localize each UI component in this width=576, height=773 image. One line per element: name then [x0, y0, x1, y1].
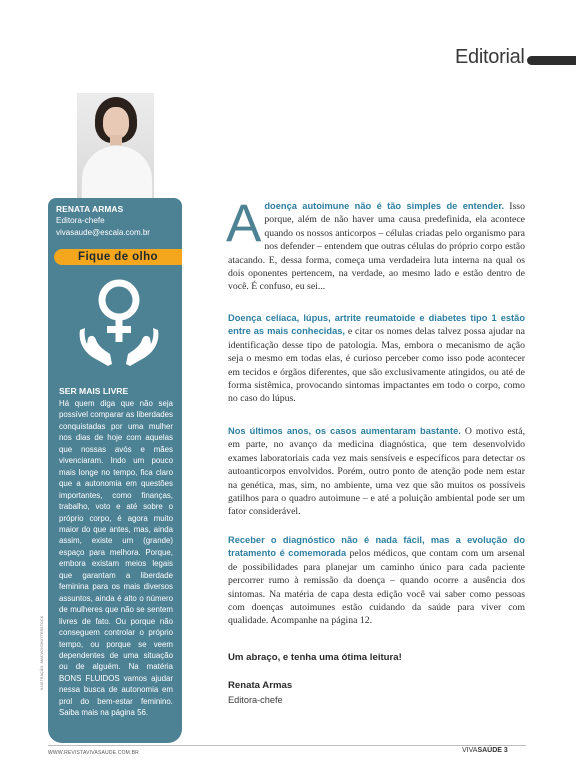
footer-mag-bold: SAÚDE: [477, 747, 502, 754]
box-title: SER MAIS LIVRE: [59, 386, 129, 396]
paragraph-4-lead: Receber o diagnóstico não é nada fácil, mas a evolução do tratamento é comemorada: [228, 535, 525, 559]
signature-name: Renata Armas: [228, 680, 293, 691]
fique-de-olho-badge: Fique de olho: [54, 249, 182, 265]
paragraph-1: [226, 194, 525, 294]
paragraph-2: [228, 312, 525, 406]
female-symbol-in-hands-icon: [74, 278, 164, 370]
paragraph-3: [228, 425, 525, 519]
paragraph-4: [228, 534, 525, 628]
drop-cap: A: [226, 194, 262, 253]
signature-role: Editora-chefe: [228, 695, 283, 705]
paragraph-3-text: O motivo está, em parte, no avanço da medicina diagnóstica, que tem desenvolvido exames laboratoriais cada vez mais sensíveis e específicos para detectar os autoanticorpos envolvidos. Porém, outro ponto de atenção pode nem estar na genética, mas, sim, no ambiente, uma vez que são muitos os possíveis gatilhos para o quadro autoimune – e até a poluição ambiental pode ser um fator considerável.: [228, 426, 526, 518]
footer-divider: [48, 745, 526, 746]
paragraph-2-text: e citar os nomes delas talvez possa ajudar na identificação desse tipo de patologia. Mas, embora o mecanismo de ação seja o mesmo em todas elas, é curioso perceber como isso pode acontecer em tecidos e órgãos diferentes, que são exclusivamente atingidos, ou até de forma sistêmica, provocando sintomas impactantes em todo o corpo, como no caso do lúpus.: [228, 326, 525, 405]
footer-magazine: [462, 747, 508, 754]
author-name: RENATA ARMAS: [56, 204, 124, 214]
sidebar: [48, 198, 182, 743]
paragraph-1-lead: doença autoimune não é tão simples de entender.: [264, 201, 505, 211]
paragraph-3-lead: Nos últimos anos, os casos aumentaram bastante.: [228, 426, 461, 436]
closing-line: Um abraço, e tenha uma ótima leitura!: [228, 652, 402, 663]
section-bar: [527, 56, 576, 65]
paragraph-2-lead: Doença celíaca, lúpus, artrite reumatoide e diabetes tipo 1 estão entre as mais conhecidas,: [228, 313, 525, 337]
footer-mag-prefix: VIVA: [462, 747, 478, 754]
page-number: 3: [503, 747, 508, 754]
illustration-credit: ILUSTRAÇÃO: AMA'VOI/SHUTTERSTOCK: [40, 615, 44, 690]
paragraph-1-text: Isso porque, além de não haver uma causa predefinida, ela acontece quando os nossos anticorpos – células criadas pelo organismo para nos defender – entendem que outras células do próprio corpo estão atacando. E, dessa forma, começa uma verdadeira luta interna na qual os dois oponentes pertencem, na verdade, ao mesmo lado e estão dentro de você. É confuso, eu sei...: [228, 201, 525, 293]
author-email: vivasaude@escala.com.br: [56, 228, 150, 237]
section-title: Editorial: [455, 46, 525, 68]
author-photo: [77, 93, 154, 198]
author-role: Editora-chefe: [56, 216, 105, 225]
footer-url: WWW.REVISTAVIVASAUDE.COM.BR: [48, 750, 139, 756]
box-body: Há quem diga que não seja possível comparar as liberdades conquistadas por uma mulher nos dias de hoje com aquelas que nossas avós e mães vivenciaram. Indo um pouco mais longe no tempo, fica claro que a autonomia em questões importantes, como finanças, trabalho, voto e até sobre o próprio corpo, é agora muito maior do que antes, mas, ainda assim, existe um (grande) espaço para melhora. Porque, embora existam meios legais que garantam a liberdade feminina para os mais diversos assuntos, ainda é alto o número de mulheres que não se sentem livres de fato. Ou porque não conseguem controlar o próprio tempo, ou porque se veem dependentes de uma situação ou de alguém. Na matéria BONS FLUIDOS vamos ajudar nessa busca de autonomia em prol do bem-estar feminino. Saiba mais na página 56.: [59, 399, 173, 718]
paragraph-4-text: pelos médicos, que contam com um arsenal de possibilidades para planejar um caminho único para cada paciente percorrer rumo à remissão da doença – quando ocorre a ausência dos sintomas. Na matéria de capa desta edição você vai saber como pessoas com doenças autoimunes estão cuidando da saúde para viver com qualidade. Acompanhe na página 12.: [228, 548, 526, 627]
